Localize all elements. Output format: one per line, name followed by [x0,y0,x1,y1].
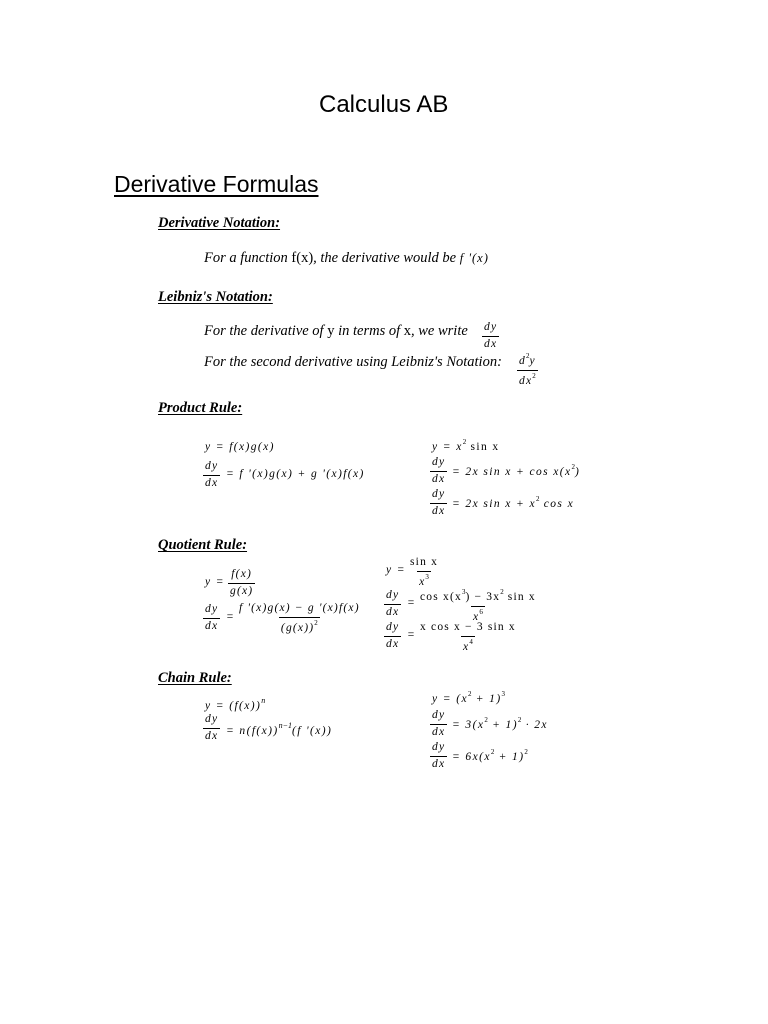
product-rule-dydx [203,461,220,489]
quotient-rule-fraction [228,569,255,597]
fraction-numerator: dy [432,456,446,468]
fraction-denominator: dx [432,757,446,770]
fraction-denominator: dx [205,729,219,742]
product-example-function: $y = x^2$ sin x [432,438,500,453]
quotient-example-equals-1: = [407,597,417,609]
product-rule-label: Product Rule: [158,400,243,416]
section-heading: Derivative Formulas [114,171,319,197]
quotient-rule-derivative-fraction [237,603,362,634]
chain-example-function: $y = (x^2 + 1)^3$ [432,690,506,705]
product-example-step-2: = 2x $\sin x + x^2$ cos x [452,495,575,510]
quotient-rule-label: Quotient Rule: [158,537,248,553]
chain-example-step-1: = $3(x^2 + 1)^2 \cdot 2x$ [452,716,548,731]
fraction-numerator: f(x) [231,568,253,580]
fraction-numerator: dy [386,621,400,633]
fraction-denominator: dx [386,605,400,618]
leibniz-line-1-b: in terms of [334,323,404,339]
fraction-numerator: $d^2y$ [519,352,536,367]
fraction-numerator: f '(x)g(x) − g '(x)f(x) [239,602,360,614]
quotient-example-function [408,557,440,588]
product-example-dydx-1 [430,457,447,485]
product-example-dydx-2 [430,489,447,517]
fraction-denominator: $x^6$ [473,607,483,623]
fraction-denominator: dx [432,725,446,738]
product-rule-formula: y = f(x)g(x) [205,441,275,453]
quotient-rule-y-eq: y = [205,576,225,588]
function-fx: f(x) [291,250,314,266]
fraction-numerator: x cos x − 3 sin x [420,621,516,633]
fraction-numerator: dy [205,713,219,725]
fraction-denominator: dx [205,619,219,632]
fraction-denominator: dx [386,637,400,650]
chain-rule-derivative: = $n(f(x))^{n-1}(f$ '(x)) [226,721,333,737]
quotient-example-dydx-1 [384,590,401,618]
leibniz-second-derivative-fraction [517,353,538,387]
derivative-notation-label: Derivative Notation: [158,215,281,231]
quotient-rule-dydx [203,604,220,632]
quotient-rule-equals: = [226,611,236,623]
product-example-step-1: = 2x $\sin x + \cos x(x^2)$ [452,463,581,478]
fraction-denominator: $dx^2$ [519,371,536,387]
fraction-numerator: dy [432,741,446,753]
leibniz-line-1 [204,324,468,339]
sentence-start: For a function [204,250,292,266]
quotient-example-step-2 [418,622,518,653]
chain-rule-formula: $y = (f(x))^n$ [205,696,266,712]
fraction-numerator: $\cos x(x^3) - 3x^2$ sin x [420,588,536,603]
leibniz-line-2: For the second derivative using Leibniz's Notation: [204,354,502,370]
var-y: y [327,323,335,339]
fraction-denominator: dx [484,337,498,350]
quotient-example-equals-2: = [407,629,417,641]
leibniz-line-1-a: For the derivative of [204,323,328,339]
fraction-numerator: dy [432,709,446,721]
fraction-numerator: dy [386,589,400,601]
fraction-numerator: dy [205,460,219,472]
quotient-example-y-eq: y = [386,564,406,576]
fraction-denominator: dx [205,476,219,489]
chain-rule-label: Chain Rule: [158,670,232,686]
quotient-example-step-1 [418,589,538,623]
quotient-example-dydx-2 [384,622,401,650]
fraction-numerator: dy [205,603,219,615]
leibniz-dy-dx-fraction [482,322,499,350]
fraction-denominator: $x^4$ [463,637,473,653]
sentence-end: , the derivative would be [313,250,460,266]
leibniz-notation-label: Leibniz's Notation: [158,289,273,305]
fraction-denominator: g(x) [230,584,254,597]
page-title: Calculus AB [319,91,449,118]
fraction-numerator: dy [484,321,498,333]
chain-example-dydx-2 [430,742,447,770]
derivative-notation-sentence [204,251,489,266]
chain-rule-dydx [203,714,220,742]
fraction-numerator: sin x [410,556,439,568]
product-rule-derivative: = f '(x)g(x) + g '(x)f(x) [226,468,365,480]
chain-example-step-2: = $6x(x^2 + 1)^2$ [452,748,528,763]
fraction-denominator: dx [432,472,446,485]
var-x: x [403,323,411,339]
fraction-denominator: $(g(x))^2$ [280,618,318,634]
fraction-numerator: dy [432,488,446,500]
fraction-denominator: dx [432,504,446,517]
f-prime-expression: f '(x) [459,251,489,265]
leibniz-line-1-c: , we write [411,323,468,339]
chain-example-dydx-1 [430,710,447,738]
fraction-denominator: $x^3$ [419,572,429,588]
